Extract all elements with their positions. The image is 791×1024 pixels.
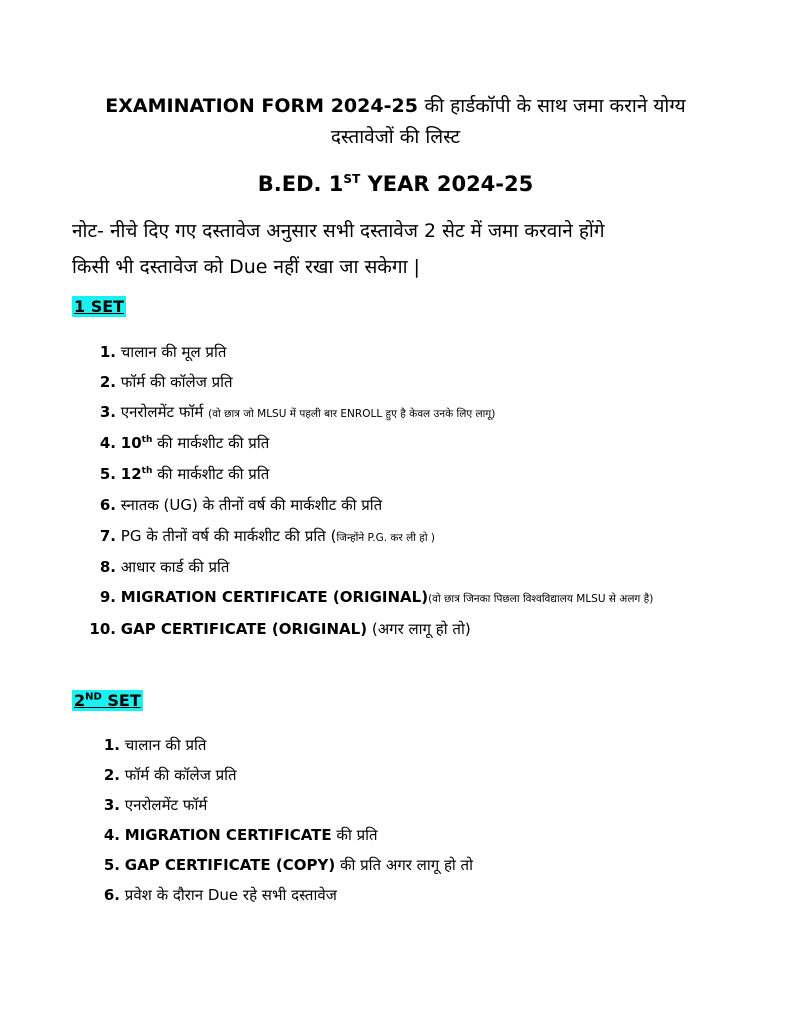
list-item: 6. स्नातक (UG) के तीनों वर्ष की मार्कशीट की प्रति bbox=[99, 496, 383, 514]
list-item: 2. फॉर्म की कॉलेज प्रति bbox=[103, 766, 237, 784]
list-item: 2. फॉर्म की कॉलेज प्रति bbox=[99, 373, 233, 391]
document-title-line1 bbox=[0, 92, 791, 118]
list-item: 6. प्रवेश के दौरान Due रहे सभी दस्तावेज bbox=[103, 886, 337, 904]
note-line2: किसी भी दस्तावेज को Due नहीं रखा जा सकेगा | bbox=[72, 256, 420, 278]
set2-heading: 2ND SET bbox=[74, 691, 141, 710]
document-title-line2: दस्तावेजों की लिस्ट bbox=[330, 126, 461, 148]
list-item: 5. 12th की मार्कशीट की प्रति bbox=[99, 465, 270, 483]
list-item: 10. GAP CERTIFICATE (ORIGINAL) (अगर लागू हो तो) bbox=[89, 620, 471, 638]
list-item: 5. GAP CERTIFICATE (COPY) की प्रति अगर लागू हो तो bbox=[103, 856, 473, 874]
list-item: 4. MIGRATION CERTIFICATE की प्रति bbox=[103, 826, 378, 844]
list-item: 7. PG के तीनों वर्ष की मार्कशीट की प्रति (जिन्होंने P.G. कर ली हो ) bbox=[99, 527, 435, 545]
list-item: 4. 10th की मार्कशीट की प्रति bbox=[99, 434, 270, 452]
set1-heading: 1 SET bbox=[74, 297, 125, 316]
title-english: EXAMINATION FORM 2024-25 bbox=[105, 95, 418, 117]
list-item: 1. चालान की प्रति bbox=[103, 736, 207, 754]
list-item: 3. एनरोलमेंट फॉर्म (वो छात्र जो MLSU में पहली बार ENROLL हुए है केवल उनके लिए लागू) bbox=[99, 403, 496, 421]
list-item: 1. चालान की मूल प्रति bbox=[99, 343, 227, 361]
title-hindi: की हार्डकॉपी के साथ जमा कराने योग्य bbox=[424, 95, 686, 117]
list-item: 8. आधार कार्ड की प्रति bbox=[99, 558, 230, 576]
list-item: 9. MIGRATION CERTIFICATE (ORIGINAL)(वो छात्र जिनका पिछला विश्वविद्यालय MLSU से अलग है) bbox=[99, 588, 654, 606]
list-item: 3. एनरोलमेंट फॉर्म bbox=[103, 796, 208, 814]
note-line1: नोट- नीचे दिए गए दस्तावेज अनुसार सभी दस्तावेज 2 सेट में जमा करवाने होंगे bbox=[72, 220, 605, 242]
course-heading: B.ED. 1ST YEAR 2024-25 bbox=[257, 172, 534, 196]
